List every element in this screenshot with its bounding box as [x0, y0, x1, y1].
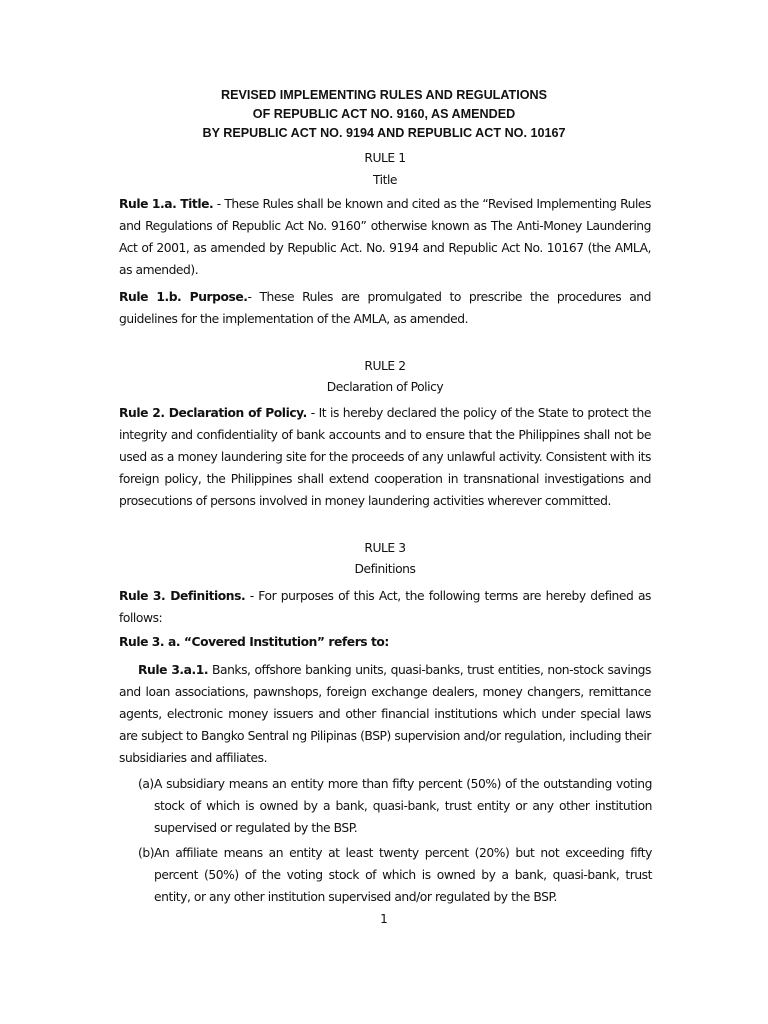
rule-2-subheading: Declaration of Policy — [326, 380, 444, 394]
page-number: 1 — [380, 912, 388, 926]
rule-2-heading: RULE 2 — [364, 359, 406, 373]
rule-3-label: Rule 3. Definitions. — [119, 589, 246, 603]
rule-3-subheading: Definitions — [354, 562, 416, 576]
rule-1b-text: - These Rules are promulgated to prescribe the procedures and guidelines for the implementation of the AMLA, as amended. — [119, 290, 651, 326]
list-item-text: An affiliate means an entity at least twenty percent (20%) but not exceeding fifty percent (50%) of the voting stock of which is owned by a bank, quasi-bank, trust entity, or any other institution supervised and/or regulated by the BSP. — [154, 846, 652, 904]
rule-1a-paragraph — [119, 193, 651, 281]
document-title — [0, 86, 768, 143]
rule-3-heading: RULE 3 — [364, 541, 406, 555]
rule-3a-label: Rule 3. a. “Covered Institution” refers to: — [119, 635, 389, 649]
rule-1-heading: RULE 1 — [364, 151, 406, 165]
list-item-text: A subsidiary means an entity more than fifty percent (50%) of the outstanding voting stock of which is owned by a bank, quasi-bank, trust entity or any other institution supervised or regulated by the BSP. — [154, 777, 652, 835]
rule-3a1-paragraph — [119, 659, 651, 769]
rule-1a-label: Rule 1.a. Title. — [119, 197, 214, 211]
rule-1b-paragraph — [119, 286, 651, 330]
title-line-3: BY REPUBLIC ACT NO. 9194 AND REPUBLIC ACT NO. 10167 — [202, 126, 566, 140]
rule-2-paragraph — [119, 402, 651, 512]
rule-3a1-text: Banks, offshore banking units, quasi-banks, trust entities, non-stock savings and loan associations, pawnshops, foreign exchange dealers, money changers, remittance agents, electronic money issuers and other financial institutions which under special laws are subject to Bangko Sentral ng Pilipinas (BSP) supervision and/or regulation, including their subsidiaries and affiliates. — [119, 663, 651, 765]
rule-3a-paragraph — [119, 631, 651, 653]
list-item — [138, 842, 652, 908]
rule-1a-text: - These Rules shall be known and cited as the “Revised Implementing Rules and Regulations of Republic Act No. 9160” otherwise known as The Anti-Money Laundering Act of 2001, as amended by Republic Act. No. 9194 and Republic Act No. 10167 (the AMLA, as amended). — [119, 197, 651, 277]
list-item — [138, 773, 652, 839]
rule-3-text: - For purposes of this Act, the following terms are hereby defined as follows: — [119, 589, 651, 625]
rule-1b-label: Rule 1.b. Purpose. — [119, 290, 248, 304]
rule-2-text: - It is hereby declared the policy of the State to protect the integrity and confidentiality of bank accounts and to ensure that the Philippines shall not be used as a money laundering site for the proceeds of any unlawful activity. Consistent with its foreign policy, the Philippines shall extend cooperation in transnational investigations and prosecutions of persons involved in money laundering activities wherever committed. — [119, 406, 651, 508]
rule-2-label: Rule 2. Declaration of Policy. — [119, 406, 307, 420]
list-marker: (b) — [138, 846, 155, 860]
rule-3a1-label: Rule 3.a.1. — [138, 663, 209, 677]
rule-3-paragraph — [119, 585, 651, 629]
rule-1-subheading: Title — [372, 173, 398, 187]
title-line-1: REVISED IMPLEMENTING RULES AND REGULATIONS — [220, 88, 548, 102]
list-marker: (a) — [138, 777, 154, 791]
title-line-2: OF REPUBLIC ACT NO. 9160, AS AMENDED — [252, 107, 516, 121]
